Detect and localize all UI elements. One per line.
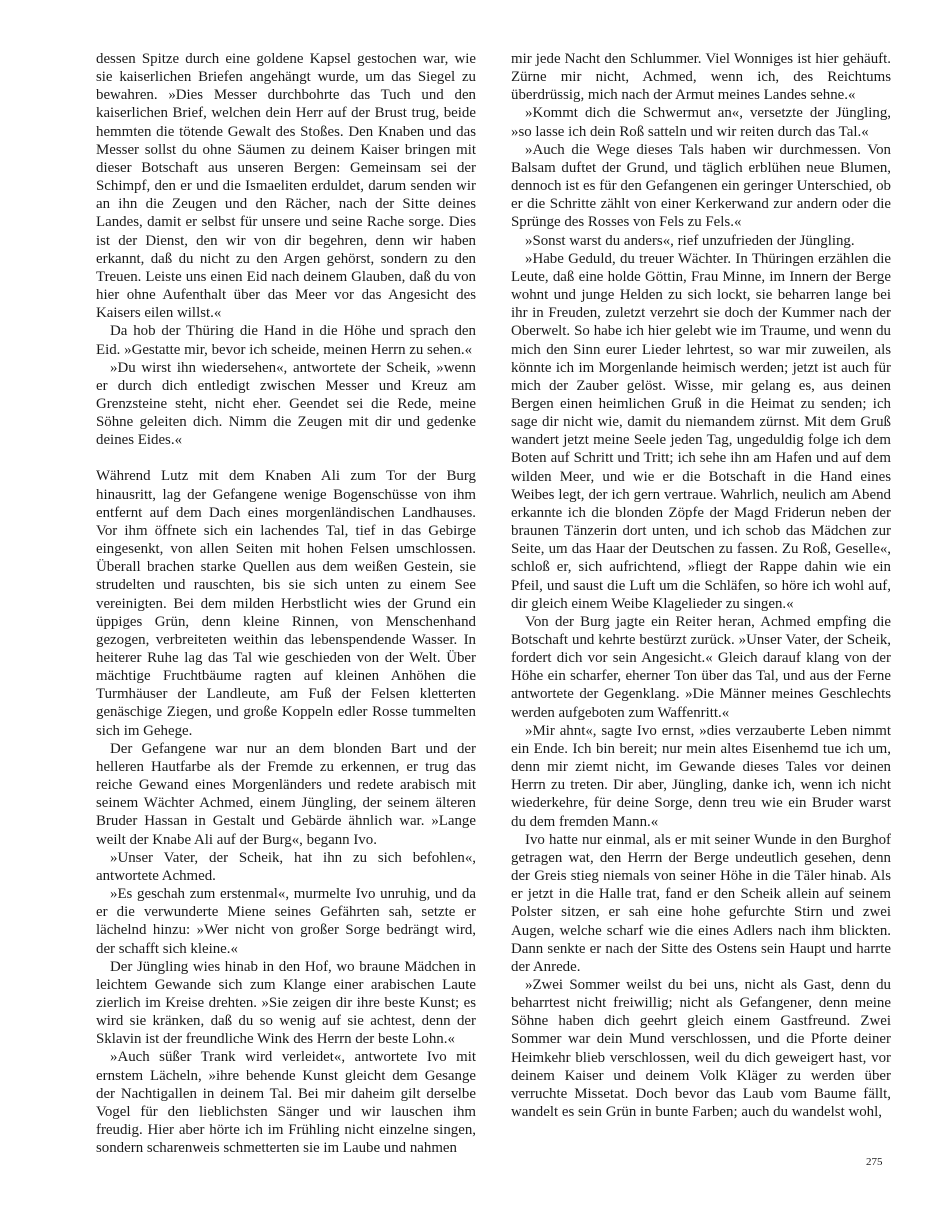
right-column [511,50,891,1121]
paragraph: »Sonst warst du anders«, rief unzufrieden der Jüngling. [525,232,855,249]
left-column [96,50,476,1157]
paragraph: »Mir ahnt«, sagte Ivo ernst, »dies verzauberte Leben nimmt ein Ende. Ich bin bereit; nur mein altes Eisenhemd tue ich um, denn mir ziemt nicht, im Gewande dieses Tales vor deinen Herrn zu treten. Dir aber, Jüngling, danke ich, wenn ich nicht wiederkehre, für deine Sorge, denn treu wie ein Bruder warst du dem fremden Mann.« [511,722,891,830]
paragraph: »Auch süßer Trank wird verleidet«, antwortete Ivo mit ernstem Lächeln, »ihre behende Kunst gleicht dem Gesange der Nachtigallen in deinem Tal. Bei mir daheim gilt derselbe Vogel für den lieblichsten Sänger und wir lauschen ihm freudig. Hier aber hörte ich im Frühling nicht einzelne singen, sondern scharenweis schmetterten sie im Laube und nahmen [96,1049,476,1157]
paragraph: Ivo hatte nur einmal, als er mit seiner Wunde in den Burghof getragen wat, den Herrn der Berge undeutlich gesehen, denn der Greis stieg niemals von seiner Höhe in die Täler hinab. Als er jetzt in die Halle trat, fand er den Scheik allein auf seinem Polster sitzen, er sah eine hohe gefurchte Stirn und zwei Augen, welche scharf wie die eines Adlers nach ihm blickten. Dann senkte er nach der Sitte des Ostens sein Haupt und harrte der Anrede. [511,831,891,975]
paragraph: Da hob der Thüring die Hand in die Höhe und sprach den Eid. »Gestatte mir, bevor ich scheide, meinen Herrn zu sehen.« [96,323,476,358]
page-number: 275 [866,1156,883,1168]
paragraph: Von der Burg jagte ein Reiter heran, Achmed empfing die Botschaft und kehrte bestürzt zurück. »Unser Vater, der Scheik, fordert dich vor sein Angesicht.« Gleich darauf klang von der Höhe ein scharfer, eherner Ton über das Tal, und aus der Ferne antwortete der Gegenklang. »Die Männer meines Geschlechts werden aufgeboten zum Waffenritt.« [511,613,891,721]
paragraph: »Unser Vater, der Scheik, hat ihn zu sich befohlen«, antwortete Achmed. [96,849,476,884]
paragraph: »Es geschah zum erstenmal«, murmelte Ivo unruhig, und da er die verwunderte Miene seines Gefährten sah, setzte er lächelnd hinzu: »Wer nicht von großer Sorge bedrängt wird, der schafft sich kleine.« [96,886,476,957]
paragraph: Der Jüngling wies hinab in den Hof, wo braune Mädchen in leichtem Gewande sich zum Klange einer arabischen Laute zierlich im Kreise drehten. »Sie zeigen dir ihre beste Kunst; es wird sie kränken, daß du so wenig auf sie achtest, denn der Sklavin ist der freundliche Wink des Herrn der beste Lohn.« [96,958,476,1048]
paragraph: mir jede Nacht den Schlummer. Viel Wonniges ist hier gehäuft. Zürne mir nicht, Achmed, wenn ich, des Reichtums überdrüssig, mich nach der Armut meines Landes sehne.« [511,51,891,104]
paragraph: »Auch die Wege dieses Tals haben wir durchmessen. Von Balsam duftet der Grund, und täglich erblühen neue Blumen, dennoch ist es für den Gefangenen ein geringer Unterschied, ob er die Schritte zählt von einer Kerkerwand zur andern oder die Sprünge des Rosses von Fels zu Fels.« [511,141,891,231]
paragraph: Der Gefangene war nur an dem blonden Bart und der helleren Hautfarbe als der Fremde zu erkennen, er trug das reiche Gewand eines Morgenländers und redete arabisch mit seinem Wächter Achmed, einem Jüngling, der seinem älteren Bruder Hassan in Gestalt und Gebärde ähnlich war. »Lange weilt der Knabe Ali auf der Burg«, begann Ivo. [96,740,476,848]
paragraph: »Habe Geduld, du treuer Wächter. In Thüringen erzählen die Leute, daß eine holde Göttin, Frau Minne, im Innern der Berge wohnt und junge Helden zu sich lockt, sie beharren lange bei ihr in Freuden, zuletzt verzehrt sie doch der Kummer nach der Oberwelt. So habe ich hier gelebt wie im Traume, und wenn du mich den Sinn eurer Lieder lehrtest, so war mir zuweilen, als könnte ich im Morgenlande heimisch werden; jetzt ist auch für mich der Zauber gelöst. Wisse, mir gelang es, aus deinen Bergen einen heimlichen Gruß in die Heimat zu senden; ich sage dir nicht wie, damit du niemandem zürnst. Mit dem Gruß wandert jetzt meine Seele jeden Tag, ungeduldig folge ich dem Boten auf Schritt und Tritt; ich sehe ihn am Hafen und auf dem wilden Meer, und wie er die Botschaft in die Hand eines Weibes legt, der ich gern vertraue. Wahrlich, neulich am Abend erkannte ich die blonden Zöpfe der Magd Friderun neben der braunen Tänzerin dort unten, und ich schob das Mädchen zur Seite, um das Haar der Deutschen zu fassen. Zu Roß, Geselle«, schloß er, sich aufrichtend, »fliegt der Rappe dahin wie ein Pfeil, und saust die Luft um die Schläfen, so höre ich wohl auf, dir gleich einem Weibe Klagelieder zu singen.« [511,250,891,612]
paragraph: »Du wirst ihn wiedersehen«, antwortete der Scheik, »wenn er durch dich entledigt zwischen Messer und Kreuz am Grenzsteine steht, nicht eher. Geendet sei die Rede, meine Söhne geleiten dich. Nimm die Zeugen mit dir und gedenke deines Eides.« [96,359,476,449]
paragraph: dessen Spitze durch eine goldene Kapsel gestochen war, wie sie kaiserlichen Briefen angehängt wurde, um das Siegel zu bewahren. »Dies Messer durchbohrte das Tuch und den kaiserlichen Brief, welchen dein Herr auf der Brust trug, beide hemmten die tötende Gewalt des Stoßes. Den Knaben und das Messer sollst du ohne Säumen zu deinem Kaiser bringen mit dieser Botschaft aus unseren Bergen: Gemeinsam sei der Schimpf, den er und die Ismaeliten erduldet, darum senden wir an ihn die Zeugen und den Rächer, nach der Sitte deines Landes, damit er selbst für unsere und seine Rache sorge. Dies ist der Dienst, den wir von dir begehren, denn wir haben erkannt, daß du nicht zu den Argen gehörst, sondern zu den Treuen. Leiste uns einen Eid nach deinem Glauben, daß du von hier ohne Aufenthalt über das Meer vor das Angesicht des Kaisers eilen willst.« [96,51,476,322]
paragraph: »Zwei Sommer weilst du bei uns, nicht als Gast, denn du beharrtest nicht freiwillig; nicht als Gefangener, denn meine Söhne haben dich geehrt gleich einem Gastfreund. Zwei Sommer war dein Mund verschlossen, und die Pforte deiner Heimkehr blieb verschlossen, weil du dich geweigert hast, vor deinem Kaiser und deinem Volk Kläger zu werden über verruchte Missetat. Doch bevor das Laub vom Baume fällt, wandelt es sein Grün in bunte Farben; auch du wandelst wohl, [511,976,891,1121]
section-opening-paragraph: Während Lutz mit dem Knaben Ali zum Tor der Burg hinausritt, lag der Gefangene wenige Bogenschüsse von ihm entfernt auf dem Dach eines morgenländischen Landhauses. Vor ihm öffnete sich ein lachendes Tal, tief in das Gebirge eingesenkt, von allen Seiten mit hohen Felsen umschlossen. Überall brachen starke Quellen aus dem weißen Gestein, sie strudelten und rauschten, bis sie sich unten zu einem See vereinigten. Bei dem milden Herbstlicht wies der Grund ein üppiges Grün, denn kleine Rinnen, von Menschenhand gezogen, verbreiteten weithin das lebenspendende Wasser. In heiterer Ruhe lag das Tal wie geschieden von der Welt. Über mächtige Fruchtbäume ragten auf kleinen Anhöhen die Turmhäuser der Landleute, am Fuß der Felsen kletterten genäschige Ziegen, und große Koppeln edler Rosse tummelten sich im Gehege. [96,468,476,739]
paragraph: »Kommt dich die Schwermut an«, versetzte der Jüngling, »so lasse ich dein Roß satteln und wir reiten durch das Tal.« [511,105,891,140]
